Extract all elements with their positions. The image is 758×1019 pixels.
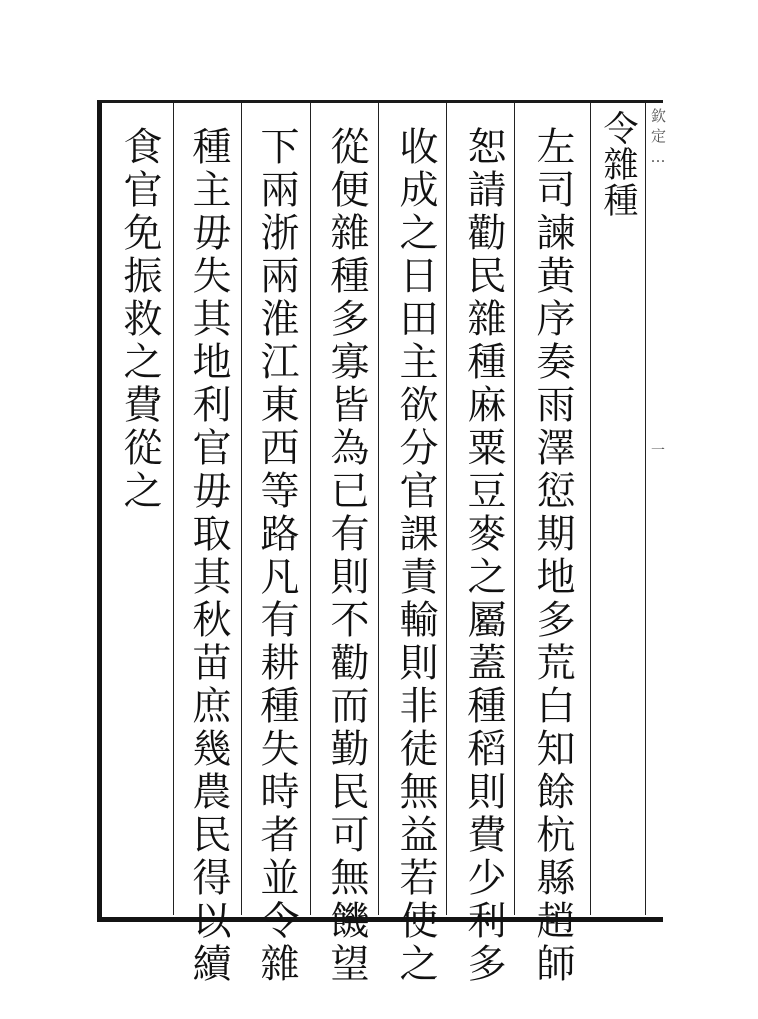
text-column-2: 恕請勸民雜種麻粟豆麥之屬蓋種稻則費少利多 — [461, 126, 506, 986]
section-heading: 令雜種 — [598, 110, 638, 218]
column-rule — [310, 103, 311, 915]
column-rule — [173, 103, 174, 915]
text-column-5: 下兩浙兩淮江東西等路凡有耕種失時者並令雜 — [254, 126, 299, 986]
column-rule — [378, 103, 379, 915]
column-rule — [514, 103, 515, 915]
text-column-7: 食官免振救之費從之 — [117, 126, 162, 513]
text-column-3: 收成之日田主欲分官課責輸則非徒無益若使之 — [393, 126, 438, 986]
margin-title: 欽定… — [649, 108, 667, 171]
column-rule — [645, 103, 646, 915]
text-column-1: 左司諫黄序奏雨澤愆期地多荒白知餘杭縣趙師 — [530, 126, 575, 986]
text-column-4: 從便雜種多寡皆為已有則不勸而勤民可無饑望 — [324, 126, 369, 986]
text-column-6: 種主毋失其地利官毋取其秋苗庶幾農民得以續 — [186, 126, 231, 986]
column-rule — [241, 103, 242, 915]
column-rule — [446, 103, 447, 915]
page-number: 一 — [651, 443, 665, 459]
column-rule — [590, 103, 591, 915]
